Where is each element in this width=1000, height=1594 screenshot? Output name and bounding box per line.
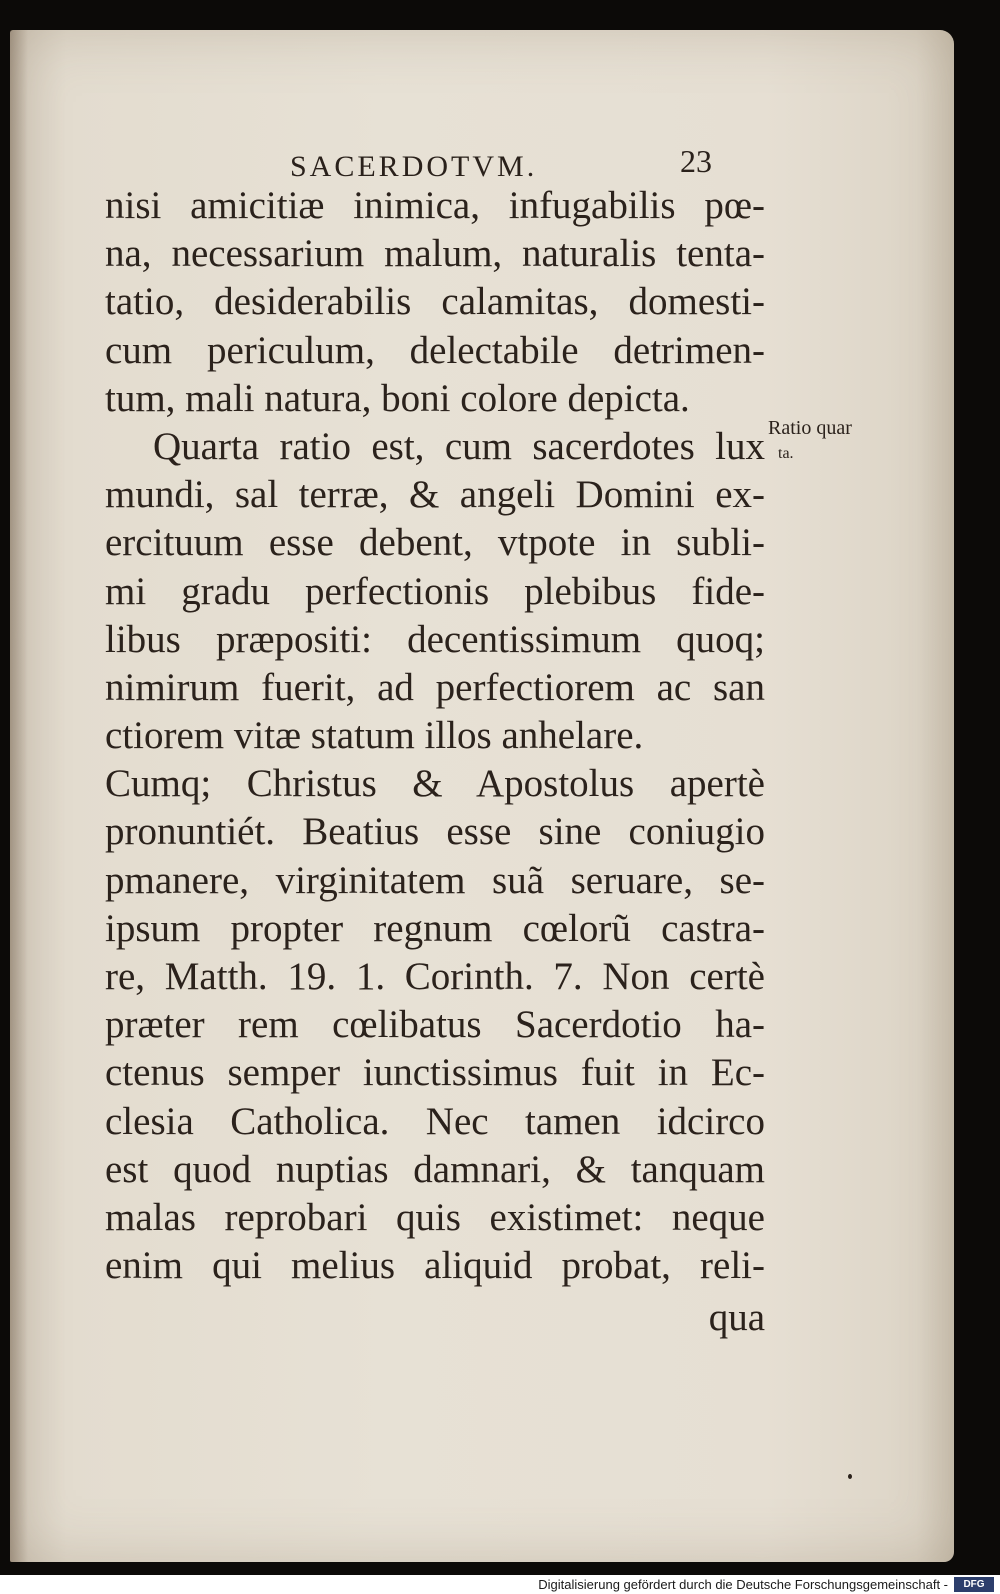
text-line: est quod nuptias damnari, & tanquam — [105, 1147, 765, 1191]
text-line: malas reprobari quis existimet: neque — [105, 1195, 765, 1239]
marginal-note — [768, 415, 852, 467]
text-line: ctenus semper iunctissimus fuit in Ec- — [105, 1051, 765, 1095]
text-line: cum periculum, delectabile detrimen- — [105, 328, 765, 372]
catchword: qua — [708, 1296, 765, 1340]
text-line: mi gradu perfectionis plebibus fide- — [105, 569, 765, 613]
running-head: SACERDOTVM. — [290, 150, 538, 183]
text-line: re, Matth. 19. 1. Corinth. 7. Non certè — [105, 955, 765, 998]
text-line: pmanere, virginitatem suã seruare, se- — [105, 858, 765, 902]
text-line: ercituum esse debent, vtpote in subli- — [105, 521, 765, 565]
text-line: nisi amicitiæ inimica, infugabilis pœ- — [105, 184, 765, 227]
marginal-note-line: Ratio quar — [768, 417, 852, 439]
ink-speck — [848, 1474, 852, 1479]
text-line: tum, mali natura, boni colore depicta. — [105, 376, 690, 420]
text-line: na, necessarium malum, naturalis tenta- — [105, 232, 765, 276]
dfg-logo-icon: DFG — [954, 1577, 994, 1592]
page-gutter-shadow — [10, 30, 28, 1562]
text-line: tatio, desiderabilis calamitas, domesti- — [105, 280, 765, 324]
text-line: Cumq; Christus & Apostolus apertè — [105, 762, 765, 806]
footer-bar — [0, 1575, 1000, 1594]
funding-credit: Digitalisierung gefördert durch die Deutsche Forschungsgemeinschaft - — [538, 1577, 948, 1592]
marginal-note-line: ta. — [778, 445, 794, 462]
body-text — [105, 182, 765, 1343]
text-line: libus præpositi: decentissimum quoq; — [105, 617, 765, 661]
text-line: mundi, sal terræ, & angeli Domini ex- — [105, 473, 765, 517]
text-line: ctiorem vitæ statum illos anhelare. — [105, 714, 644, 758]
text-line: enim qui melius aliquid probat, reli- — [105, 1244, 765, 1288]
text-line: Quarta ratio est, cum sacerdotes lux — [153, 424, 765, 468]
text-line: præter rem cœlibatus Sacerdotio ha- — [105, 1003, 765, 1047]
page-number: 23 — [680, 143, 712, 179]
text-line: clesia Catholica. Nec tamen idcirco — [105, 1099, 765, 1143]
text-line: pronuntiét. Beatius esse sine coniugio — [105, 810, 765, 854]
text-line: ipsum propter regnum cœlorũ castra- — [105, 906, 765, 950]
text-line: nimirum fuerit, ad perfectiorem ac san — [105, 665, 765, 709]
